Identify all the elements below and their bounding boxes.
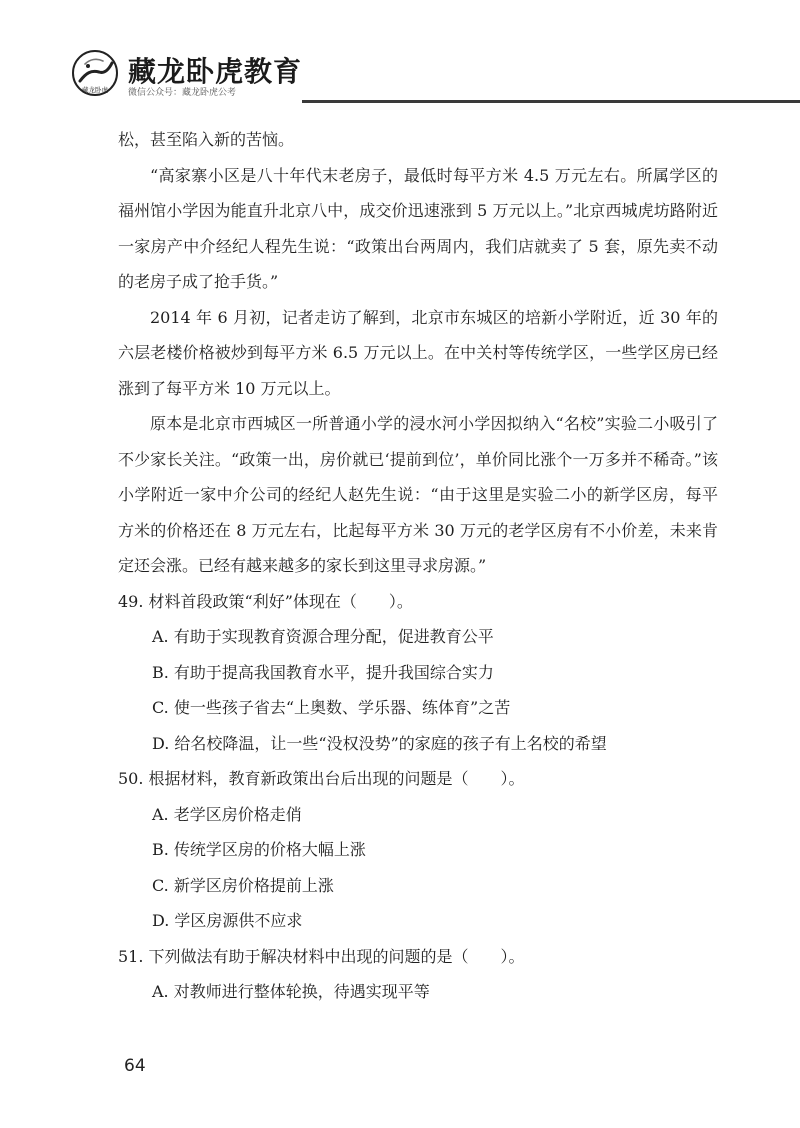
passage-paragraph-3: 原本是北京市西城区一所普通小学的浸水河小学因拟纳入“名校”实验二小吸引了不少家长关注。“政策一出，房价就已‘提前到位’，单价同比涨个一万多并不稀奇。”该小学附近一家中介公司的经纪人赵先生说：“由于这里是实验二小的新学区房，每平方米的价格还在 8 万元左右，比起每平方米 30 万元的老学区房有不小价差，未来肯定还会涨。已经有越来越多的家长到这里寻求房源。”: [118, 414, 718, 575]
question-stem: 51. 下列做法有助于解决材料中出现的问题的是（ ）。: [118, 946, 525, 966]
answer-option-d: D. 给名校降温，让一些“没权没势”的家庭的孩子有上名校的希望: [152, 733, 607, 753]
page-header: [70, 42, 800, 104]
header-divider: [302, 100, 800, 103]
page-number: 64: [124, 1056, 146, 1076]
answer-option-a: A. 有助于实现教育资源合理分配，促进教育公平: [152, 627, 494, 646]
question-stem: 50. 根据材料，教育新政策出台后出现的问题是（ ）。: [118, 769, 525, 788]
answer-option-c: C. 新学区房价格提前上涨: [152, 875, 334, 895]
answer-option-b: B. 有助于提高我国教育水平，提升我国综合实力: [152, 662, 494, 682]
brand-title: 藏龙卧虎教育: [128, 55, 303, 88]
question-51: [118, 939, 718, 1010]
answer-option-c: C. 使一些孩子省去“上奥数、学乐器、练体育”之苦: [152, 698, 511, 717]
passage-paragraph-2: 2014 年 6 月初，记者走访了解到，北京市东城区的培新小学附近，近 30 年的六层老楼价格被炒到每平方米 6.5 万元以上。在中关村等传统学区，一些学区房已经涨到了每平方米 10 万元以上。: [118, 307, 718, 398]
question-50: [118, 761, 718, 939]
answer-option-b: B. 传统学区房的价格大幅上涨: [152, 840, 366, 859]
question-49: [118, 584, 718, 762]
answer-option-d: D. 学区房源供不应求: [152, 911, 303, 930]
page-content: [118, 122, 718, 1010]
passage-continuation: 松，甚至陷入新的苦恼。: [118, 130, 295, 149]
answer-option-a: A. 老学区房价格走俏: [152, 804, 302, 824]
brand-subtitle: 微信公众号：藏龙卧虎公考: [128, 88, 237, 98]
passage-paragraph-1: “高家寨小区是八十年代末老房子，最低时每平方米 4.5 万元左右。所属学区的福州馆小学因为能直升北京八中，成交价迅速涨到 5 万元以上。”北京西城虎坊路附近一家房产中介经纪人程先生说：“政策出台两周内，我们店就卖了 5 套，原先卖不动的老房子成了抢手货。”: [118, 165, 718, 291]
question-stem: 49. 材料首段政策“利好”体现在（ ）。: [118, 591, 413, 611]
answer-option-a: A. 对教师进行整体轮换，待遇实现平等: [152, 982, 430, 1001]
logo-text: 藏龙卧虎: [82, 86, 108, 94]
brand-logo-icon: [70, 48, 120, 98]
